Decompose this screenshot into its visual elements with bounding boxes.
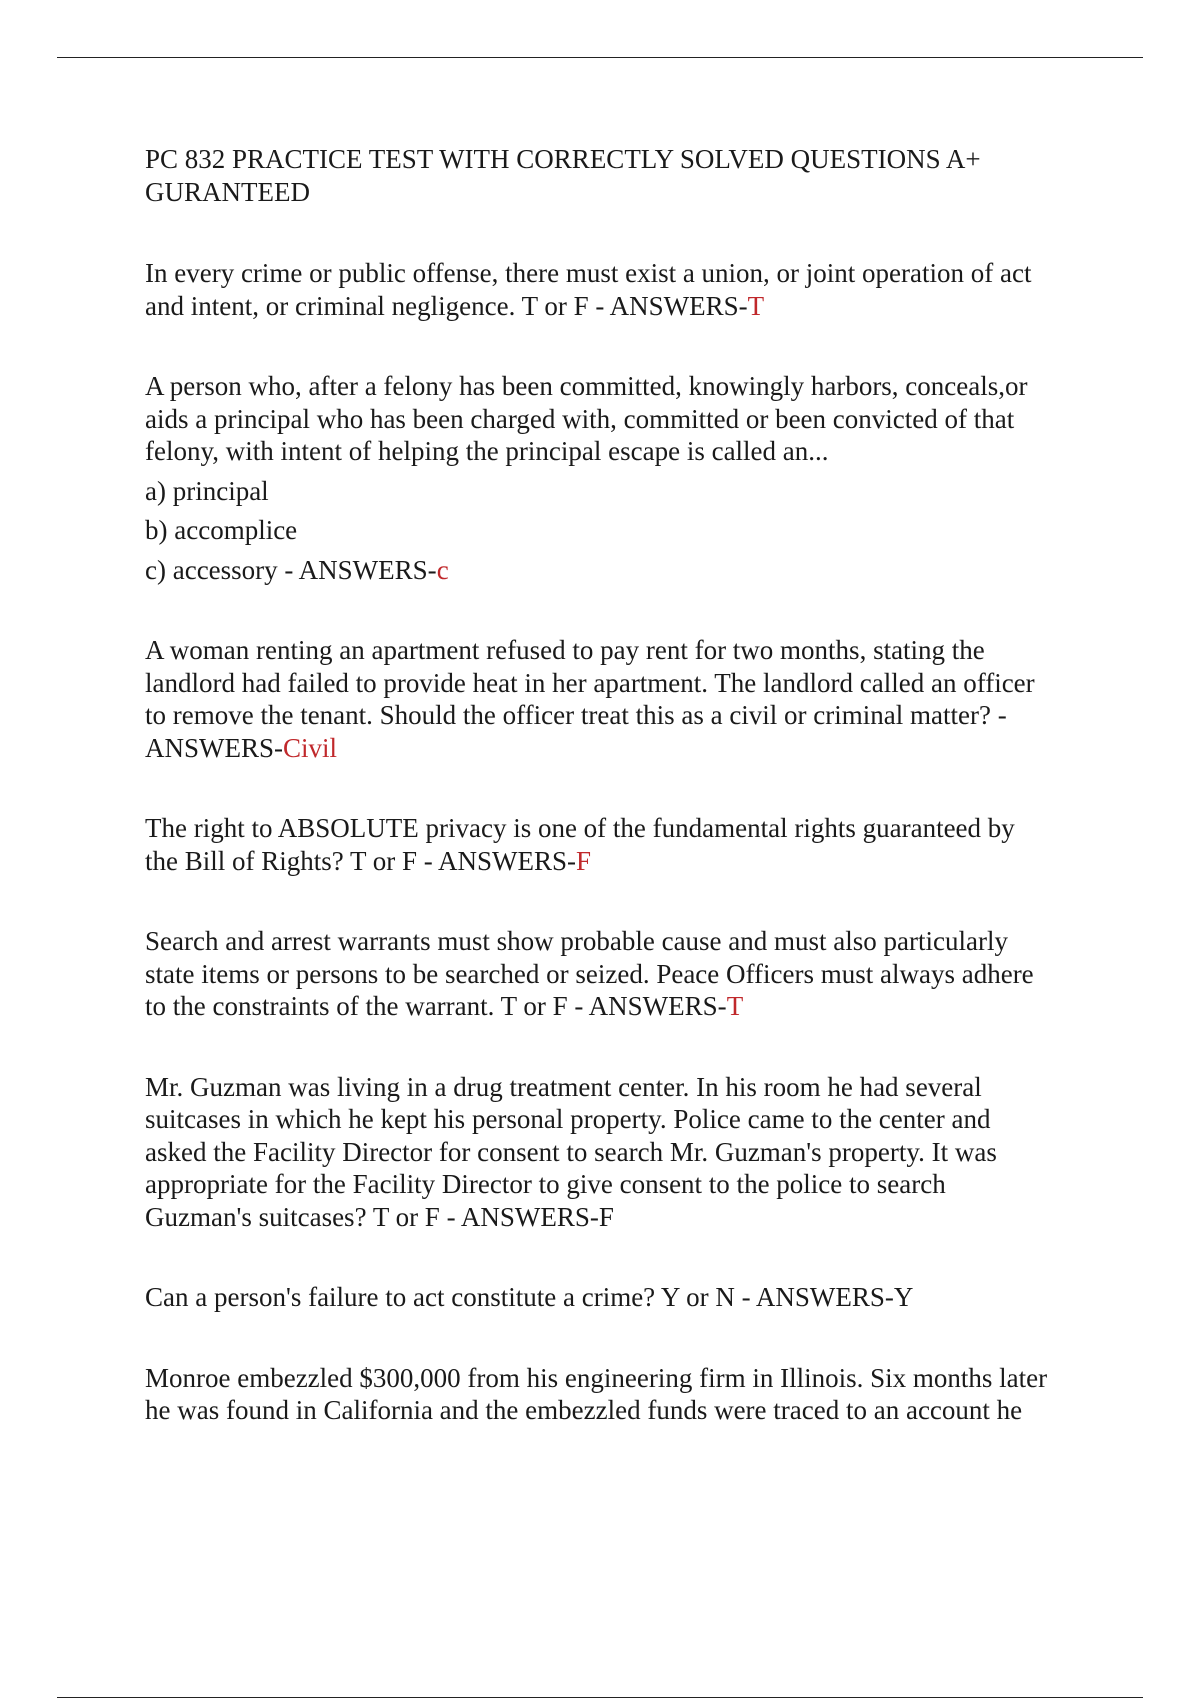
option-c: [145, 554, 1105, 587]
answer-text: Y: [893, 1282, 914, 1312]
qa-item: [145, 1071, 1105, 1234]
question-line: In every crime or public offense, there must exist a union, or joint operation of act: [145, 258, 1032, 288]
qa-item: [145, 925, 1105, 1023]
option-text: c) accessory - ANSWERS-: [145, 554, 437, 585]
question-line: state items or persons to be searched or seized. Peace Officers must always adhere: [145, 958, 1034, 989]
question-text: ANSWERS-: [145, 732, 284, 763]
answer-text: F: [576, 845, 592, 876]
question-line: Search and arrest warrants must show probable cause and must also particularly: [145, 926, 1008, 956]
question-line: felony, with intent of helping the principal escape is called an...: [145, 436, 829, 466]
question-line: A woman renting an apartment refused to pay rent for two months, stating the: [145, 635, 985, 665]
question-text: and intent, or criminal negligence. T or F - ANSWERS-: [145, 290, 748, 321]
question-line: landlord had failed to provide heat in her apartment. The landlord called an officer: [145, 667, 1035, 698]
answer-text: Civil: [283, 732, 338, 763]
question-line: [145, 990, 1105, 1023]
question-line: [145, 290, 1105, 323]
answer-text: T: [726, 991, 744, 1021]
question-line: [145, 732, 1105, 765]
question-line: suitcases in which he kept his personal property. Police came to the center and: [145, 1104, 991, 1134]
question-line: asked the Facility Director for consent to search Mr. Guzman's property. It was: [145, 1136, 997, 1167]
question-line: A person who, after a felony has been committed, knowingly harbors, conceals,or: [145, 371, 1028, 401]
question-text: the Bill of Rights? T or F - ANSWERS-: [145, 845, 577, 876]
question-line: [145, 1281, 1105, 1314]
question-line: Monroe embezzled $300,000 from his engineering firm in Illinois. Six months later: [145, 1362, 1048, 1393]
document-title: [145, 143, 1105, 208]
question-line: [145, 845, 1105, 878]
question-text: Guzman's suitcases? T or F - ANSWERS-: [145, 1201, 599, 1232]
document-body: [145, 143, 1105, 1475]
question-line: to remove the tenant. Should the officer treat this as a civil or criminal matter? -: [145, 700, 1007, 730]
title-line: PC 832 PRACTICE TEST WITH CORRECTLY SOLVED QUESTIONS A+: [145, 144, 981, 174]
answer-text: F: [598, 1201, 614, 1232]
top-rule: [57, 57, 1143, 58]
option-b: b) accomplice: [145, 515, 298, 545]
bottom-rule: [57, 1697, 1143, 1698]
question-line: [145, 1201, 1105, 1234]
answer-text: c: [436, 554, 449, 585]
qa-item: [145, 1281, 1105, 1314]
qa-item: [145, 257, 1105, 322]
qa-item: [145, 634, 1105, 764]
question-line: The right to ABSOLUTE privacy is one of the fundamental rights guaranteed by: [145, 813, 1015, 843]
title-line: GURANTEED: [145, 176, 310, 207]
qa-item: [145, 370, 1105, 586]
answer-text: T: [747, 290, 765, 321]
question-text: to the constraints of the warrant. T or F - ANSWERS-: [145, 991, 727, 1021]
question-text: Can a person's failure to act constitute a crime? Y or N - ANSWERS-: [145, 1282, 894, 1312]
question-line: he was found in California and the embezzled funds were traced to an account he: [145, 1395, 1023, 1425]
question-line: Mr. Guzman was living in a drug treatment center. In his room he had several: [145, 1071, 982, 1102]
qa-item: [145, 812, 1105, 877]
option-a: a) principal: [145, 475, 269, 506]
question-line: appropriate for the Facility Director to give consent to the police to search: [145, 1169, 946, 1199]
question-line: aids a principal who has been charged with, committed or been convicted of that: [145, 403, 1015, 434]
qa-item: [145, 1362, 1105, 1427]
